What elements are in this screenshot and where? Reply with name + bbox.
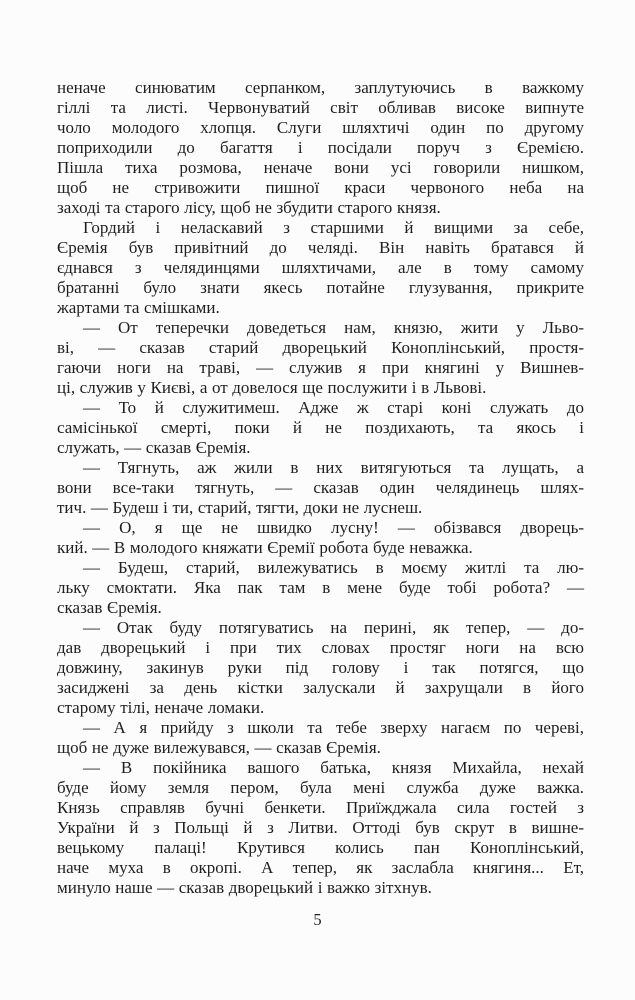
text-line: кий. — В молодого княжати Єремії робота буде неважка. <box>57 538 473 557</box>
paragraph <box>57 718 584 758</box>
paragraph <box>57 398 584 458</box>
text-line: — Отак буду потягуватись на перині, як тепер, — до- <box>83 618 584 637</box>
paragraph <box>57 758 584 898</box>
paragraph <box>57 518 584 558</box>
text-line: служать, — сказав Єремія. <box>57 438 251 457</box>
page-number: 5 <box>313 910 322 929</box>
text-line: гіллі та листі. Червонуватий світ обливав високе випнуте <box>57 98 584 117</box>
text-line: — Тягнуть, аж жили в них витягуються та лущать, а <box>83 458 584 477</box>
text-line: України й з Польщі й з Литви. Оттоді був скрут в вишне- <box>57 818 584 837</box>
text-line: засиджені за день кістки залускали й захрущали в його <box>57 678 584 697</box>
text-line: заході та старого лісу, щоб не збудити старого князя. <box>57 198 441 217</box>
paragraph <box>57 78 584 218</box>
text-line: — О, я ще не швидко лусну! — обізвався дворець- <box>83 518 584 537</box>
text-line: щоб не стривожити пишної краси червоного неба на <box>57 178 584 197</box>
paragraph <box>57 218 584 318</box>
text-line: вецькому палаці! Крутився колись пан Коноплінський, <box>57 838 584 857</box>
text-line: Князь справляв бучні бенкети. Приїжджала сила гостей з <box>57 798 584 817</box>
paragraph <box>57 318 584 398</box>
text-line: довжину, закинув руки під голову і так потягся, що <box>57 658 584 677</box>
paragraph <box>57 558 584 618</box>
text-line: неначе синюватим серпанком, заплутуючись в важкому <box>57 78 584 97</box>
text-line: Пішла тиха розмова, неначе вони усі говорили нишком, <box>57 158 584 177</box>
text-line: Єремія був привітний до челяді. Він навіть братався й <box>57 238 584 257</box>
text-line: тич. — Будеш і ти, старий, тягти, доки не луснеш. <box>57 498 423 517</box>
paragraph <box>57 618 584 718</box>
text-line: єднався з челядинцями шляхтичами, але в тому самому <box>57 258 584 277</box>
text-line: сказав Єремія. <box>57 598 162 617</box>
text-line: ці, служив у Києві, а от довелося ще послужити і в Львові. <box>57 378 487 397</box>
text-line: щоб не дуже вилежувався, — сказав Єремія. <box>57 738 381 757</box>
text-line: — А я прийду з школи та тебе зверху нагаєм по череві, <box>83 718 584 737</box>
text-line: поприходили до багаття і посідали поруч з Єремією. <box>57 138 584 157</box>
text-line: буде йому земля пером, була мені служба дуже важка. <box>57 778 584 797</box>
text-line: — Будеш, старий, вилежуватись в моєму житлі та лю- <box>83 558 584 577</box>
paragraph <box>57 458 584 518</box>
text-line: чоло молодого хлопця. Слуги шляхтичі один по другому <box>57 118 584 137</box>
text-line: братанні було знати якесь потайне глузування, прикрите <box>57 278 584 297</box>
text-line: минуло наше — сказав дворецький і важко зітхнув. <box>57 878 432 897</box>
text-line: — От теперечки доведеться нам, князю, жити у Льво- <box>83 318 584 337</box>
text-line: самісінької смерті, поки й не поздихають, та якось і <box>57 418 584 437</box>
text-line: дав дворецький і при тих словах простяг ноги на всю <box>57 638 584 657</box>
text-line: вони все-таки тягнуть, — сказав один челядинець шлях- <box>57 478 584 497</box>
text-line: — То й служитимеш. Адже ж старі коні служать до <box>83 398 584 417</box>
text-line: льку смоктати. Яка пак там в мене буде тобі робота? — <box>57 578 584 597</box>
text-line: наче муха в окропі. А тепер, як заслабла княгиня... Ет, <box>57 858 584 877</box>
text-line: старому тілі, неначе ломаки. <box>57 698 265 717</box>
text-line: — В покійника вашого батька, князя Михайла, нехай <box>83 758 584 777</box>
text-line: гаючи ноги на траві, — служив я при княгині у Вишнев- <box>57 358 584 377</box>
text-line: Гордий і неласкавий з старшими й вищими за себе, <box>83 218 584 237</box>
text-line: ві, — сказав старий дворецький Коноплінський, простя- <box>57 338 584 357</box>
text-block <box>57 78 584 898</box>
text-line: жартами та смішками. <box>57 298 220 317</box>
